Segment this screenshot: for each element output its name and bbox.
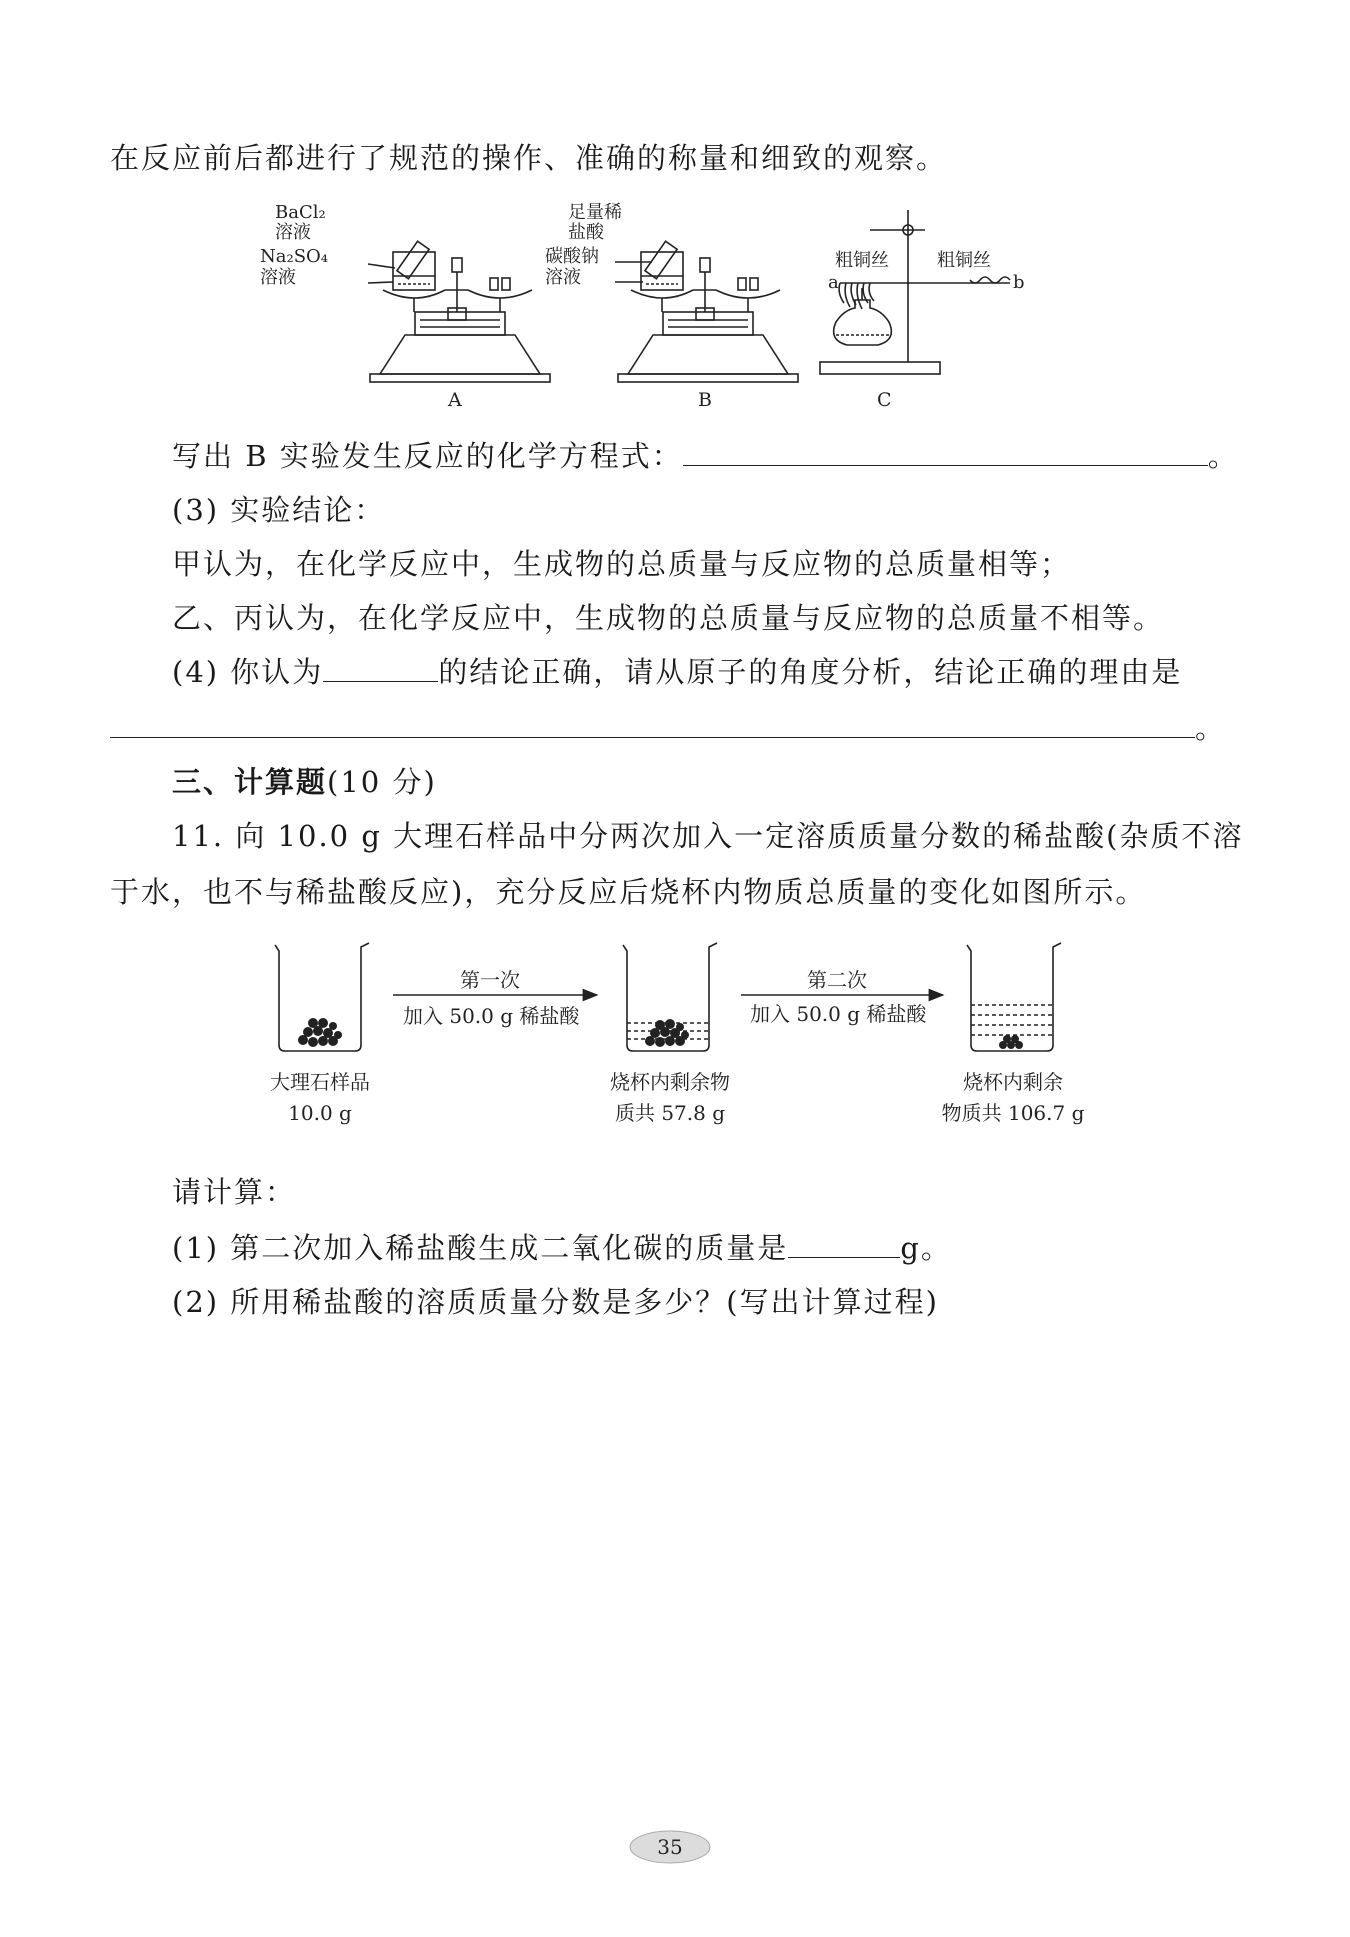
answer-blank-q4-who[interactable]	[323, 653, 438, 682]
q-b-equation-period: 。	[1207, 439, 1239, 473]
balance-a-icon	[368, 241, 550, 382]
section-heading	[172, 762, 437, 802]
a-label-solution1: 溶液	[275, 222, 311, 243]
b-label-acid1: 足量稀	[568, 202, 622, 223]
section-score: (10 分)	[327, 765, 437, 799]
page-number-badge	[628, 1829, 712, 1865]
q4-line	[172, 652, 1182, 692]
b-label-na2co3: 碳酸钠	[545, 246, 599, 267]
beaker3-caption-line1: 烧杯内剩余	[963, 1070, 1063, 1094]
q11-line1: 11. 向 10.0 g 大理石样品中分两次加入一定溶质质量分数的稀盐酸(杂质不溶	[172, 819, 1244, 853]
beaker3-caption-line2: 物质共 106.7 g	[941, 1101, 1085, 1125]
a-label-bacl2: BaCl₂	[275, 202, 326, 223]
beaker1-caption-line2: 10.0 g	[288, 1101, 352, 1125]
q-b-equation	[172, 436, 1239, 476]
sub1-text-a: (1) 第二次加入稀盐酸生成二氧化碳的质量是	[172, 1231, 789, 1265]
intro-text: 在反应前后都进行了规范的操作、准确的称量和细致的观察。	[110, 141, 948, 175]
sub1-text-b: g。	[900, 1231, 952, 1265]
beaker-1-icon	[275, 943, 369, 1051]
beaker-2-icon	[623, 943, 717, 1051]
c-label-left: 粗铜丝	[835, 250, 889, 271]
marble-pieces-1-icon	[298, 1018, 342, 1047]
c-label-right: 粗铜丝	[937, 250, 991, 271]
figure-beakers	[245, 935, 1125, 1135]
b-label-solution: 溶液	[545, 267, 581, 288]
q3-heading: (3) 实验结论：	[172, 493, 386, 527]
sub2-line: (2) 所用稀盐酸的溶质质量分数是多少？(写出计算过程)	[172, 1285, 939, 1319]
q4-text-b: 的结论正确，请从原子的角度分析，结论正确的理由是	[438, 655, 1183, 689]
q4-reason-line	[110, 708, 1226, 748]
a-label-na2so4: Na₂SO₄	[260, 246, 329, 267]
figure-experiments-abc	[260, 200, 1080, 415]
answer-blank-co2-mass[interactable]	[788, 1229, 900, 1258]
page-number: 35	[657, 1835, 683, 1859]
sub1-line	[172, 1228, 952, 1268]
answer-blank-equation[interactable]	[683, 437, 1208, 466]
beaker2-caption-line1: 烧杯内剩余物	[610, 1070, 730, 1094]
balance-b-icon	[615, 241, 798, 382]
q11-line2: 于水，也不与稀盐酸反应)，充分反应后烧杯内物质总质量的变化如图所示。	[110, 875, 1147, 909]
b-label-acid2: 盐酸	[568, 222, 604, 243]
arrow1-top-label: 第一次	[460, 968, 520, 992]
caption-a: A	[448, 389, 462, 411]
arrow2-top-label: 第二次	[807, 968, 867, 992]
beaker-3-icon	[967, 943, 1061, 1051]
c-end-b: b	[1013, 272, 1025, 293]
q4-reason-period: 。	[1195, 711, 1227, 745]
caption-b: B	[698, 389, 712, 411]
q3-jia-statement: 甲认为，在化学反应中，生成物的总质量与反应物的总质量相等；	[172, 547, 1072, 581]
q-b-equation-text: 写出 B 实验发生反应的化学方程式：	[172, 439, 683, 473]
a-label-solution2: 溶液	[260, 267, 296, 288]
answer-blank-q4-reason[interactable]	[110, 709, 1195, 738]
c-end-a: a	[828, 272, 839, 293]
marble-residue-3-icon	[999, 1035, 1023, 1049]
beaker1-caption-line1: 大理石样品	[270, 1070, 370, 1094]
caption-c: C	[877, 389, 892, 411]
please-calc: 请计算：	[172, 1175, 297, 1209]
tripod-burner-icon	[820, 210, 1010, 374]
q4-text-a: (4) 你认为	[172, 655, 324, 689]
section-title: 三、计算题	[172, 765, 328, 799]
arrow2-bottom-label: 加入 50.0 g 稀盐酸	[750, 1002, 927, 1026]
q3-yibing-statement: 乙、丙认为，在化学反应中，生成物的总质量与反应物的总质量不相等。	[172, 601, 1165, 635]
arrow1-bottom-label: 加入 50.0 g 稀盐酸	[403, 1004, 580, 1028]
beaker2-caption-line2: 质共 57.8 g	[614, 1101, 726, 1125]
